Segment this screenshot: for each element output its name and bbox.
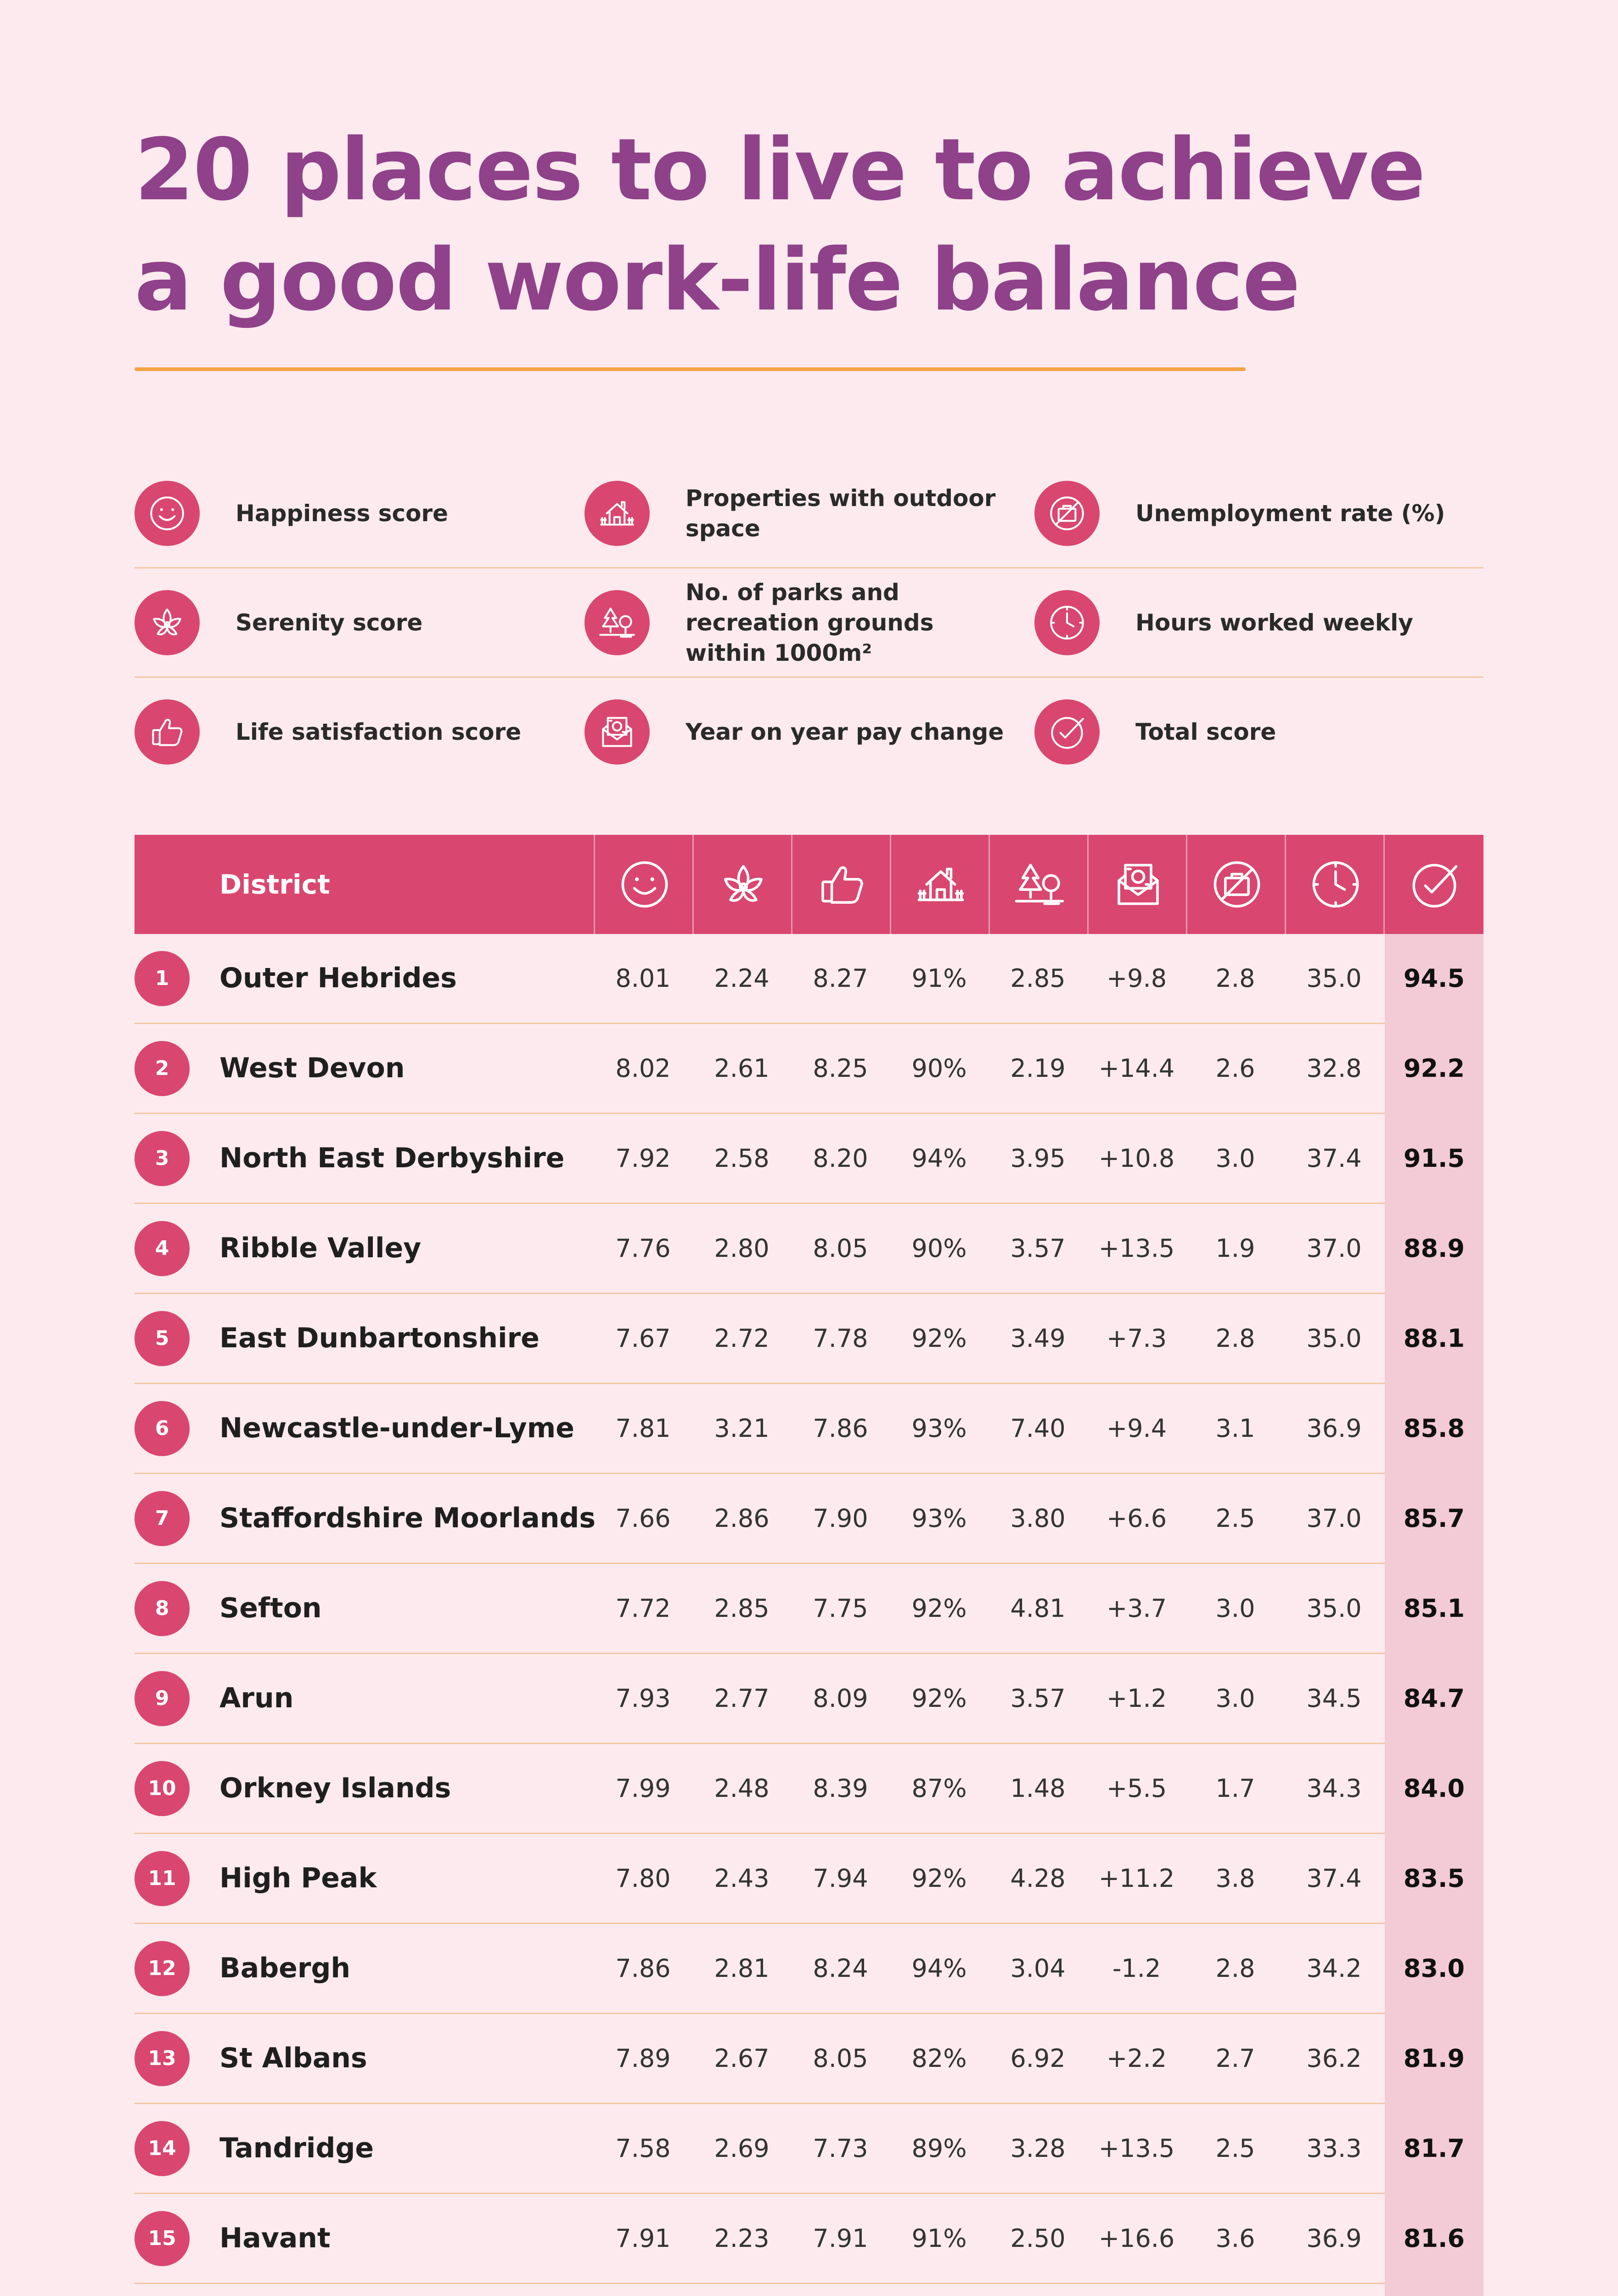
value-cell: 7.78	[813, 1324, 868, 1353]
check-circle-icon-svg	[1044, 709, 1090, 755]
value-cell: +11.2	[1098, 1864, 1175, 1893]
value-cell: +1.2	[1106, 1684, 1167, 1713]
value-cell: 3.0	[1215, 1684, 1255, 1713]
value-cell: 2.8	[1215, 1954, 1255, 1983]
park-trees-icon	[584, 590, 650, 655]
check-circle-icon	[1034, 699, 1100, 765]
value-cell: 7.76	[615, 1234, 671, 1263]
value-cell: +6.6	[1106, 1504, 1167, 1533]
rank-badge: 4	[135, 1221, 190, 1276]
legend-label: Unemployment rate (%)	[1135, 500, 1445, 527]
value-cell: 3.49	[1010, 1324, 1066, 1353]
table-row	[135, 2104, 1483, 2194]
value-cell: 2.24	[714, 964, 770, 993]
value-cell: 2.23	[714, 2224, 770, 2253]
value-cell: 7.66	[615, 1504, 671, 1533]
house-garden-icon-svg	[594, 490, 640, 537]
header-no-work-icon	[1186, 835, 1286, 934]
value-cell: 2.43	[714, 1864, 770, 1893]
value-cell: 34.3	[1306, 1774, 1362, 1803]
value-cell: 7.99	[615, 1774, 671, 1803]
smiley-icon-svg	[612, 852, 677, 917]
table-row	[135, 1564, 1483, 1654]
value-cell: 7.72	[615, 1594, 671, 1623]
page-title	[135, 115, 1466, 335]
legend-item	[1034, 678, 1466, 786]
rank-badge: 11	[135, 1851, 190, 1906]
value-cell: 2.86	[714, 1504, 770, 1533]
value-cell: 89%	[911, 2134, 967, 2163]
district-name: Babergh	[219, 1952, 351, 1984]
value-cell: +9.8	[1106, 964, 1167, 993]
legend-item	[584, 678, 1016, 786]
value-cell: 34.5	[1306, 1684, 1362, 1713]
value-cell	[594, 2284, 692, 2296]
value-cell: 8.39	[813, 1774, 868, 1803]
value-cell: 34.2	[1306, 1954, 1362, 1983]
legend-label: Life satisfaction score	[236, 718, 522, 745]
value-cell: 8.05	[813, 2044, 868, 2073]
value-cell: 3.8	[1215, 1864, 1255, 1893]
legend-label: Year on year pay change	[685, 718, 1004, 745]
legend-item	[135, 568, 566, 676]
total-score-cell: 88.1	[1385, 1294, 1483, 1384]
value-cell: +2.2	[1106, 2044, 1167, 2073]
value-cell: 7.92	[615, 1144, 671, 1173]
value-cell: 1.48	[1010, 1774, 1066, 1803]
smiley-icon	[135, 481, 200, 546]
no-work-icon	[1034, 481, 1100, 546]
district-name: West Devon	[219, 1052, 405, 1084]
legend-item	[135, 459, 566, 567]
header-house-garden-icon	[890, 835, 990, 934]
value-cell: 3.95	[1010, 1144, 1066, 1173]
rank-badge: 13	[135, 2031, 190, 2086]
value-cell: 2.77	[714, 1684, 770, 1713]
park-trees-icon-svg	[1007, 852, 1072, 917]
value-cell: +13.5	[1098, 2134, 1175, 2163]
pay-envelope-icon	[584, 699, 650, 765]
legend-row	[135, 459, 1483, 568]
value-cell: 35.0	[1306, 1324, 1362, 1353]
value-cell: 8.24	[813, 1954, 868, 1983]
value-cell: +5.5	[1106, 1774, 1167, 1803]
rank-badge: 12	[135, 1941, 190, 1996]
value-cell: 7.93	[615, 1684, 671, 1713]
value-cell: 1.7	[1215, 1774, 1255, 1803]
value-cell: +10.8	[1098, 1144, 1175, 1173]
legend-item	[584, 459, 1016, 567]
value-cell: 94%	[911, 1144, 967, 1173]
district-name: Tandridge	[219, 2132, 374, 2164]
legend-item	[1034, 568, 1466, 676]
value-cell: 3.04	[1010, 1954, 1066, 1983]
value-cell: +3.7	[1106, 1594, 1167, 1623]
table-row	[135, 2194, 1483, 2284]
value-cell: 3.0	[1215, 1144, 1255, 1173]
table-row	[135, 2014, 1483, 2104]
value-cell: +14.4	[1098, 1054, 1175, 1083]
flower-icon	[135, 590, 200, 655]
district-name: High Peak	[219, 1862, 377, 1894]
value-cell	[989, 2284, 1087, 2296]
value-cell: 2.19	[1010, 1054, 1066, 1083]
value-cell: 1.9	[1215, 1234, 1255, 1263]
value-cell: 8.05	[813, 1234, 868, 1263]
park-trees-icon-svg	[594, 599, 640, 646]
value-cell: +7.3	[1106, 1324, 1167, 1353]
legend-label: Properties with outdoor space	[685, 484, 996, 542]
clock-icon-svg	[1303, 852, 1368, 917]
value-cell: 36.9	[1306, 1414, 1362, 1443]
table-row	[135, 1834, 1483, 1924]
table-header	[135, 835, 1483, 934]
value-cell: 91%	[911, 964, 967, 993]
district-name: Arun	[219, 1682, 294, 1714]
legend-row	[135, 678, 1483, 786]
value-cell: 7.67	[615, 1324, 671, 1353]
no-work-icon-svg	[1205, 852, 1269, 917]
table-row	[135, 1114, 1483, 1204]
value-cell: 3.80	[1010, 1504, 1066, 1533]
rank-badge: 2	[135, 1041, 190, 1096]
rank-badge: 1	[135, 951, 190, 1006]
pay-envelope-icon-svg	[1106, 852, 1170, 917]
header-check-circle-icon	[1383, 835, 1483, 934]
value-cell	[890, 2284, 989, 2296]
clock-icon	[1034, 590, 1100, 655]
table-row	[135, 1384, 1483, 1474]
clock-icon-svg	[1044, 599, 1090, 646]
value-cell: 2.85	[1010, 964, 1066, 993]
district-name: Newcastle-under-Lyme	[219, 1412, 574, 1444]
total-score-cell: 83.5	[1385, 1834, 1483, 1924]
value-cell: 92%	[911, 1684, 967, 1713]
value-cell: 4.81	[1010, 1594, 1066, 1623]
value-cell: 2.5	[1215, 1504, 1255, 1533]
legend-item	[1034, 459, 1466, 567]
value-cell: 2.81	[714, 1954, 770, 1983]
value-cell	[1285, 2284, 1383, 2296]
district-name: East Dunbartonshire	[219, 1322, 539, 1354]
title-line-1: 20 places to live to achieve	[135, 120, 1425, 219]
value-cell: 35.0	[1306, 1594, 1362, 1623]
value-cell: 8.20	[813, 1144, 868, 1173]
value-cell: 7.91	[615, 2224, 671, 2253]
value-cell	[791, 2284, 890, 2296]
value-cell: 7.86	[615, 1954, 671, 1983]
value-cell: 3.57	[1010, 1684, 1066, 1713]
district-name: St Albans	[219, 2042, 367, 2074]
value-cell: 2.80	[714, 1234, 770, 1263]
district-name: North East Derbyshire	[219, 1142, 565, 1174]
legend-label: Total score	[1135, 718, 1276, 745]
value-cell: 2.85	[714, 1594, 770, 1623]
rank-badge: 10	[135, 1761, 190, 1816]
legend-label: No. of parks and recreation grounds within 1000m²	[685, 579, 934, 666]
total-score-cell: 83.0	[1385, 1924, 1483, 2014]
smiley-icon-svg	[144, 490, 191, 537]
thumbs-up-icon-svg	[144, 709, 191, 755]
value-cell: 3.57	[1010, 1234, 1066, 1263]
rank-badge: 8	[135, 1581, 190, 1636]
table-row	[135, 1474, 1483, 1564]
total-score-cell: 94.5	[1385, 934, 1483, 1024]
table-row	[135, 1204, 1483, 1294]
value-cell: 7.81	[615, 1414, 671, 1443]
value-cell: 3.28	[1010, 2134, 1066, 2163]
total-score-cell: 81.6	[1385, 2194, 1483, 2284]
no-work-icon-svg	[1044, 490, 1090, 537]
value-cell: 37.0	[1306, 1504, 1362, 1533]
thumbs-up-icon-svg	[810, 852, 874, 917]
value-cell: 2.48	[714, 1774, 770, 1803]
district-name: Sefton	[219, 1592, 322, 1624]
value-cell: 7.58	[615, 2134, 671, 2163]
header-pay-envelope-icon	[1087, 835, 1187, 934]
rank-badge: 7	[135, 1491, 190, 1546]
value-cell: 92%	[911, 1864, 967, 1893]
value-cell: 2.7	[1215, 2044, 1255, 2073]
value-cell: 8.02	[615, 1054, 671, 1083]
total-score-cell: 88.9	[1385, 1204, 1483, 1294]
total-score-cell: 84.0	[1385, 1744, 1483, 1834]
value-cell: 7.86	[813, 1414, 868, 1443]
header-thumbs-up-icon	[791, 835, 891, 934]
rank-badge: 9	[135, 1671, 190, 1726]
rank-badge: 6	[135, 1401, 190, 1456]
district-name: Outer Hebrides	[219, 962, 457, 994]
legend-item	[135, 678, 566, 786]
value-cell: -1.2	[1112, 1954, 1161, 1983]
total-score-cell: 81.7	[1385, 2104, 1483, 2194]
house-garden-icon	[584, 481, 650, 546]
value-cell: +13.5	[1098, 1234, 1175, 1263]
value-cell: 6.92	[1010, 2044, 1066, 2073]
value-cell: 37.4	[1306, 1144, 1362, 1173]
value-cell: 8.01	[615, 964, 671, 993]
value-cell: 8.27	[813, 964, 868, 993]
title-line-2: a good work-life balance	[135, 230, 1300, 330]
value-cell: 92%	[911, 1594, 967, 1623]
title-underline	[135, 367, 1246, 371]
header-clock-icon	[1285, 835, 1385, 934]
rank-badge: 15	[135, 2211, 190, 2266]
house-garden-icon-svg	[909, 852, 973, 917]
total-score-cell: 84.7	[1385, 1654, 1483, 1744]
value-cell: 37.0	[1306, 1234, 1362, 1263]
value-cell: 93%	[911, 1504, 967, 1533]
value-cell: 94%	[911, 1954, 967, 1983]
value-cell: 8.09	[813, 1684, 868, 1713]
value-cell: 2.50	[1010, 2224, 1066, 2253]
table-body	[135, 934, 1483, 2296]
value-cell: 2.61	[714, 1054, 770, 1083]
pay-envelope-icon-svg	[594, 709, 640, 755]
value-cell	[1186, 2284, 1285, 2296]
value-cell: 36.2	[1306, 2044, 1362, 2073]
legend-label: Serenity score	[236, 609, 423, 636]
legend	[135, 459, 1483, 786]
total-score-cell: 85.8	[1385, 1384, 1483, 1474]
value-cell: 7.89	[615, 2044, 671, 2073]
table-row	[135, 1024, 1483, 1114]
value-cell: 3.21	[714, 1414, 770, 1443]
district-name: Ribble Valley	[219, 1232, 421, 1264]
value-cell: 92%	[911, 1324, 967, 1353]
thumbs-up-icon	[135, 699, 200, 765]
table-row	[135, 1294, 1483, 1384]
value-cell: 7.90	[813, 1504, 868, 1533]
table-row	[135, 1924, 1483, 2014]
value-cell: 7.91	[813, 2224, 868, 2253]
value-cell: 2.72	[714, 1324, 770, 1353]
table-row	[135, 2284, 1483, 2296]
legend-row	[135, 568, 1483, 678]
rank-badge: 3	[135, 1131, 190, 1186]
value-cell: 90%	[911, 1054, 967, 1083]
value-cell: +16.6	[1098, 2224, 1175, 2253]
value-cell: 3.0	[1215, 1594, 1255, 1623]
value-cell: 7.40	[1010, 1414, 1066, 1443]
value-cell: 33.3	[1306, 2134, 1362, 2163]
value-cell: 2.8	[1215, 1324, 1255, 1353]
value-cell: 8.25	[813, 1054, 868, 1083]
value-cell: 2.8	[1215, 964, 1255, 993]
value-cell: 82%	[911, 2044, 967, 2073]
value-cell: 2.5	[1215, 2134, 1255, 2163]
header-smiley-icon	[594, 835, 694, 934]
value-cell: 32.8	[1306, 1054, 1362, 1083]
value-cell: 4.28	[1010, 1864, 1066, 1893]
value-cell: 2.58	[714, 1144, 770, 1173]
value-cell: +9.4	[1106, 1414, 1167, 1443]
total-score-cell: 85.7	[1385, 1474, 1483, 1564]
check-circle-icon-svg	[1402, 852, 1466, 917]
value-cell: 90%	[911, 1234, 967, 1263]
value-cell: 7.80	[615, 1864, 671, 1893]
total-score-cell: 92.2	[1385, 1024, 1483, 1114]
district-header: District	[219, 869, 330, 900]
ranking-table	[135, 835, 1483, 2296]
value-cell: 36.9	[1306, 2224, 1362, 2253]
district-name	[219, 2284, 327, 2296]
rank-badge: 5	[135, 1311, 190, 1366]
total-score-cell: 91.5	[1385, 1114, 1483, 1204]
value-cell: 7.73	[813, 2134, 868, 2163]
value-cell	[692, 2284, 791, 2296]
table-row	[135, 1744, 1483, 1834]
header-park-trees-icon	[989, 835, 1089, 934]
value-cell	[1087, 2284, 1186, 2296]
value-cell: 2.69	[714, 2134, 770, 2163]
value-cell: 3.1	[1215, 1414, 1255, 1443]
value-cell: 7.94	[813, 1864, 868, 1893]
table-row	[135, 1654, 1483, 1744]
value-cell: 35.0	[1306, 964, 1362, 993]
value-cell: 93%	[911, 1414, 967, 1443]
table-row	[135, 934, 1483, 1024]
value-cell: 2.67	[714, 2044, 770, 2073]
district-name: Havant	[219, 2222, 331, 2254]
value-cell: 87%	[911, 1774, 967, 1803]
header-flower-icon	[692, 835, 792, 934]
value-cell: 2.6	[1215, 1054, 1255, 1083]
total-score-cell: 85.1	[1385, 1564, 1483, 1654]
value-cell: 3.6	[1215, 2224, 1255, 2253]
legend-label: Hours worked weekly	[1135, 609, 1413, 636]
total-score-cell: 81.9	[1385, 2014, 1483, 2104]
flower-icon-svg	[144, 599, 191, 646]
value-cell: 37.4	[1306, 1864, 1362, 1893]
legend-item	[584, 568, 1016, 676]
district-name: Orkney Islands	[219, 1772, 451, 1804]
rank-badge: 14	[135, 2121, 190, 2176]
flower-icon-svg	[711, 852, 775, 917]
total-score-cell	[1385, 2284, 1483, 2296]
value-cell: 91%	[911, 2224, 967, 2253]
district-name: Staffordshire Moorlands	[219, 1502, 596, 1534]
value-cell: 7.75	[813, 1594, 868, 1623]
legend-label: Happiness score	[236, 500, 449, 527]
